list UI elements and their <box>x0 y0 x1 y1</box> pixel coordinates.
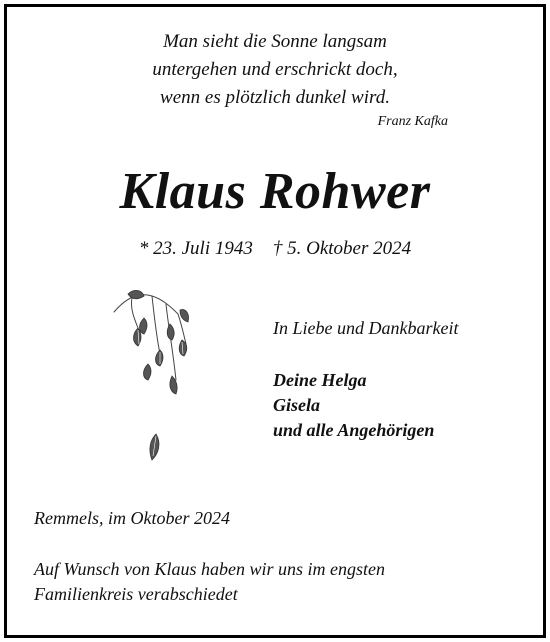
quote-line: Man sieht die Sonne langsam <box>163 31 387 52</box>
place-date: Remmels, im Oktober 2024 <box>34 508 230 528</box>
farewell-note <box>34 557 385 607</box>
quote-line: untergehen und erschrickt doch, <box>152 59 398 80</box>
quote-line: wenn es plötzlich dunkel wird. <box>160 87 390 108</box>
death-date: † 5. Oktober 2024 <box>272 238 412 259</box>
signers-list <box>273 368 458 443</box>
signer-name: Gisela <box>273 395 320 415</box>
mourners-block <box>273 316 458 443</box>
life-dates <box>0 238 550 260</box>
dedication: In Liebe und Dankbarkeit <box>273 318 459 338</box>
note-line: Auf Wunsch von Klaus haben wir uns im engsten <box>34 559 385 579</box>
signer-name: Deine Helga <box>273 370 367 390</box>
note-line: Familienkreis verabschiedet <box>34 584 238 604</box>
birth-date: * 23. Juli 1943 <box>138 238 253 259</box>
quote <box>0 28 550 112</box>
quote-author: Franz Kafka <box>377 114 448 129</box>
signer-name: und alle Angehörigen <box>273 420 435 440</box>
birch-branch-icon <box>108 284 208 468</box>
deceased-name: Klaus Rohwer <box>119 163 431 220</box>
